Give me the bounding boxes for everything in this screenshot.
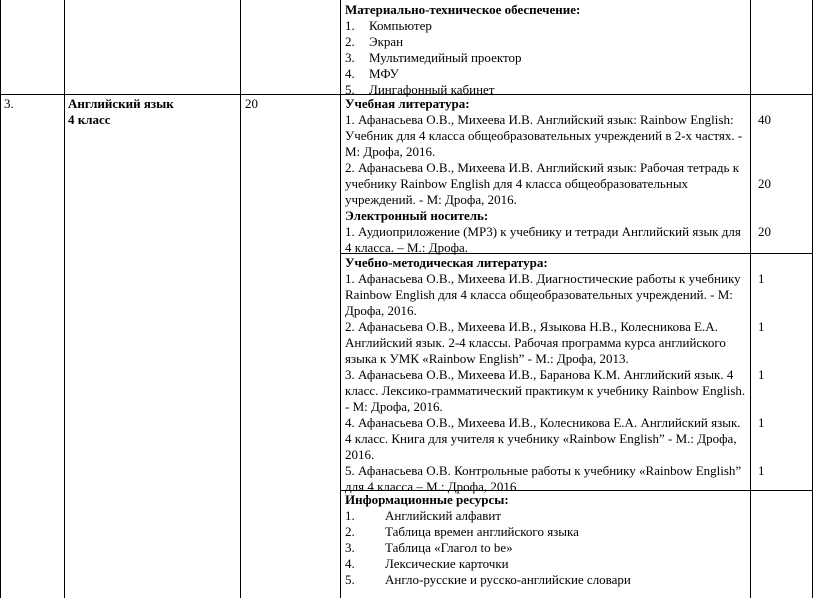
study-literature-cell	[345, 96, 747, 256]
student-count: 20	[245, 96, 258, 111]
subject-name: Английский язык	[68, 96, 174, 111]
quantity-value: 1	[758, 367, 765, 382]
method-literature-item: 5. Афанасьева О.В. Контрольные работы к учебнику «Rainbow English” для 4 класса – М.: Дрофа, 2016	[345, 463, 742, 494]
list-item	[345, 524, 747, 540]
list-item-number: 5.	[345, 572, 355, 587]
info-resources-list	[345, 508, 747, 588]
method-literature-item: 4. Афанасьева О.В., Михеева И.В., Колесникова Е.А. Английский язык. 4 класс. Книга для учителя к учебнику «Rainbow English” - М.: Дрофа, 2016.	[345, 415, 741, 462]
row-number: 3.	[4, 96, 14, 111]
tech-resources-cell	[345, 2, 745, 98]
quantity-value: 20	[758, 176, 771, 191]
subject-cell	[68, 96, 236, 128]
quantity-value: 40	[758, 112, 771, 127]
list-item	[345, 508, 747, 524]
table-column-divider	[340, 0, 341, 598]
list-item-number: 4.	[345, 66, 355, 81]
table-column-divider	[750, 0, 751, 598]
list-item-number: 3.	[345, 50, 355, 65]
list-item-text: Англо-русские и русско-английские словари	[385, 572, 631, 587]
table-border-left	[0, 0, 1, 598]
table-border-right	[812, 0, 813, 598]
list-item-number: 1.	[345, 508, 355, 523]
list-item	[345, 540, 747, 556]
quantity-value: 20	[758, 224, 771, 239]
quantity-value: 1	[758, 319, 765, 334]
quantity-value: 1	[758, 463, 765, 478]
list-item-text: Лексические карточки	[385, 556, 509, 571]
list-item-text: Лингафонный кабинет	[369, 82, 495, 97]
list-item-number: 5.	[345, 82, 355, 97]
table-column-divider	[240, 0, 241, 598]
subject-grade: 4 класс	[68, 112, 111, 127]
list-item-text: МФУ	[369, 66, 399, 81]
list-item-number: 4.	[345, 556, 355, 571]
tech-resources-list	[345, 18, 745, 98]
list-item-number: 3.	[345, 540, 355, 555]
electronic-media-heading: Электронный носитель:	[345, 208, 489, 223]
list-item-text: Таблица «Глагол to be»	[385, 540, 513, 555]
study-literature-item: 2. Афанасьева О.В., Михеева И.В. Английский язык: Рабочая тетрадь к учебнику Rainbow English для 4 класса общеобразовательных учреждений. - М: Дрофа, 2016.	[345, 160, 740, 207]
quantity-value: 1	[758, 271, 765, 286]
study-literature-heading: Учебная литература:	[345, 96, 470, 111]
table-column-divider	[64, 0, 65, 598]
list-item-text: Компьютер	[369, 18, 432, 33]
list-item-text: Таблица времен английского языка	[385, 524, 579, 539]
list-item	[345, 50, 745, 66]
info-resources-cell	[345, 492, 747, 588]
list-item-text: Английский алфавит	[385, 508, 502, 523]
electronic-media-item: 1. Аудиоприложение (МР3) к учебнику и тетради Английский язык для 4 класса. – М.: Дрофа.	[345, 224, 741, 255]
method-literature-heading: Учебно-методическая литература:	[345, 255, 548, 270]
study-literature-item: 1. Афанасьева О.В., Михеева И.В. Английский язык: Rainbow English: Учебник для 4 класса общеобразовательных учреждений в 2-х частях. - М: Дрофа, 2016.	[345, 112, 743, 159]
list-item	[345, 556, 747, 572]
list-item-text: Экран	[369, 34, 404, 49]
list-item	[345, 66, 745, 82]
quantity-value: 1	[758, 415, 765, 430]
method-literature-cell	[345, 255, 747, 495]
method-literature-item: 3. Афанасьева О.В., Михеева И.В., Баранова К.М. Английский язык. 4 класс. Лексико-грамматический практикум к учебнику Rainbow English. - М: Дрофа, 2016.	[345, 367, 746, 414]
tech-resources-heading: Материально-техническое обеспечение:	[345, 2, 581, 17]
method-literature-item: 2. Афанасьева О.В., Михеева И.В., Языкова Н.В., Колесникова Е.А. Английский язык. 2-4 классы. Рабочая программа курса английского языка к УМК «Rainbow English” - М.: Дрофа, 2013.	[345, 319, 726, 366]
list-item-number: 2.	[345, 34, 355, 49]
list-item-number: 1.	[345, 18, 355, 33]
list-item-number: 2.	[345, 524, 355, 539]
method-literature-item: 1. Афанасьева О.В., Михеева И.В. Диагностические работы к учебнику Rainbow English для 4 класса общеобразовательных учреждений. - М: Дрофа, 2016.	[345, 271, 741, 318]
list-item	[345, 34, 745, 50]
info-resources-heading: Информационные ресурсы:	[345, 492, 509, 507]
list-item-text: Мультимедийный проектор	[369, 50, 522, 65]
list-item	[345, 18, 745, 34]
list-item	[345, 572, 747, 588]
